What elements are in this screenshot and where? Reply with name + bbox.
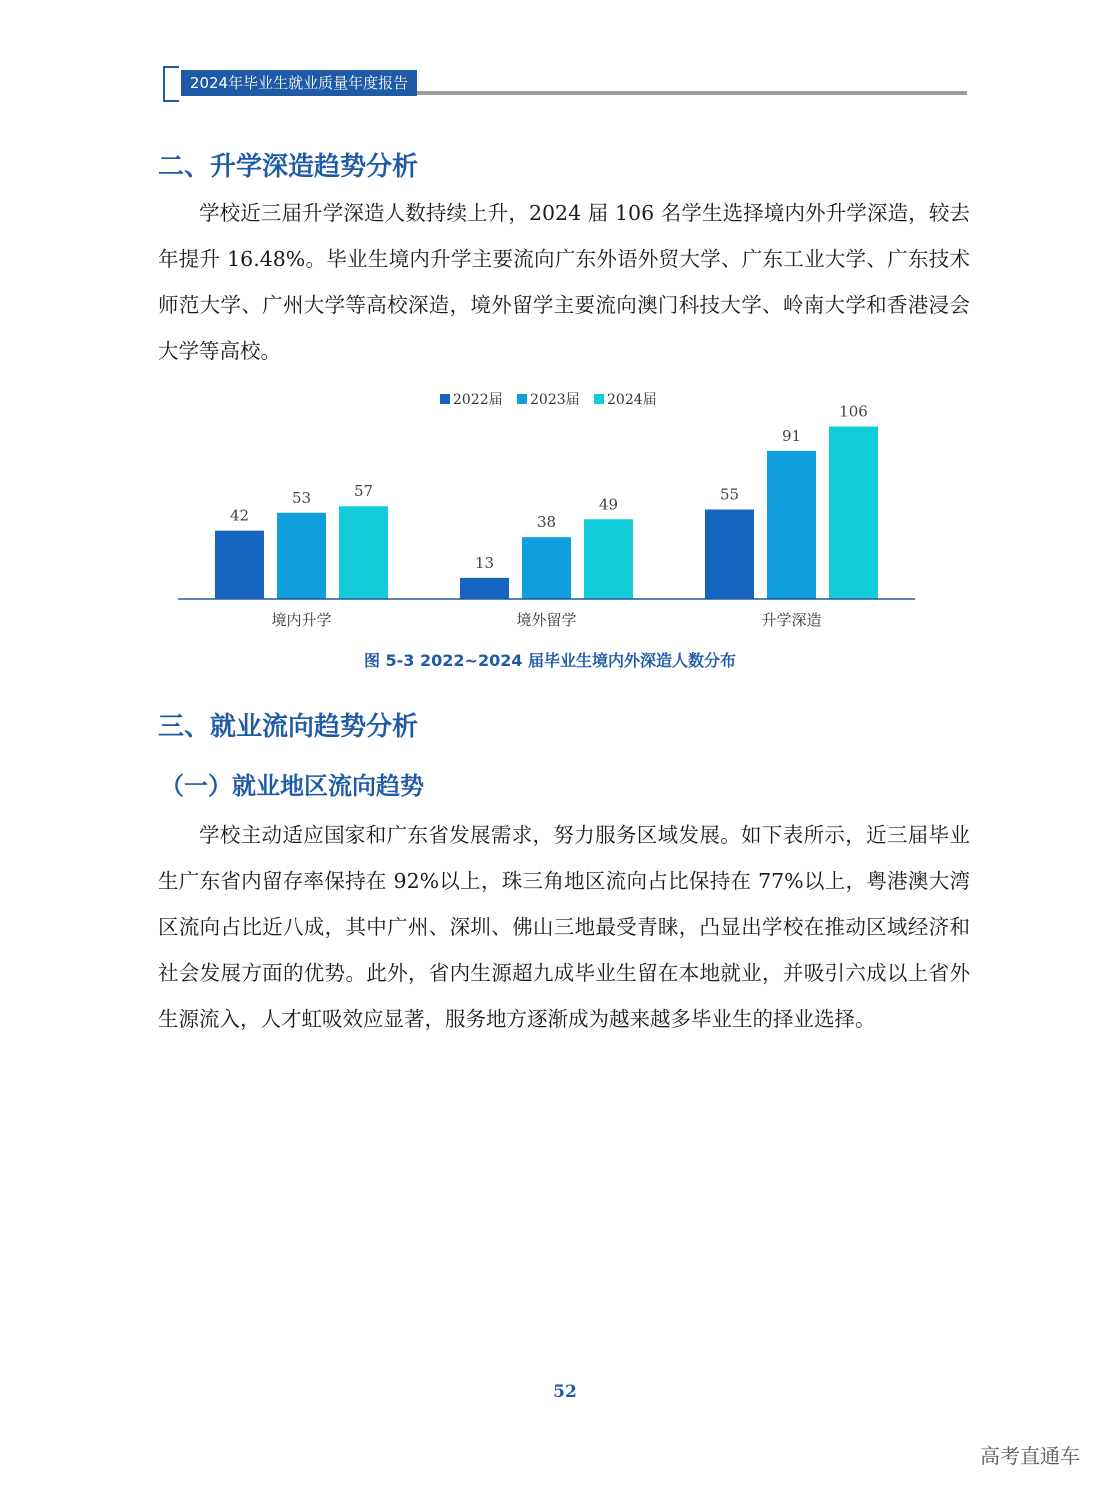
figure-caption: 图 5-3 2022~2024 届毕业生境内外深造人数分布 — [363, 651, 737, 670]
data-label-1-1: 38 — [536, 513, 557, 532]
bar-1-0 — [460, 578, 509, 599]
chart-legend — [440, 392, 657, 408]
legend-swatch-1 — [517, 394, 527, 404]
data-label-0-1: 53 — [291, 488, 312, 507]
legend-swatch-0 — [440, 394, 450, 404]
legend-swatch-2 — [594, 394, 604, 404]
x-tick-2: 升学深造 — [761, 611, 822, 629]
bar-2-2 — [829, 427, 878, 599]
report-title-tag: 2024年毕业生就业质量年度报告 — [181, 70, 417, 96]
bar-0-0 — [215, 531, 264, 599]
x-tick-0: 境内升学 — [271, 611, 332, 629]
data-label-2-0: 55 — [719, 485, 740, 504]
header-bracket — [163, 66, 179, 102]
watermark-text: 高考直通车 — [980, 1444, 1080, 1468]
legend-label-0: 2022届 — [453, 392, 503, 408]
bar-0-2 — [339, 506, 388, 599]
bar-1-2 — [584, 519, 633, 599]
section-heading-further-study: 二、升学深造趋势分析 — [158, 152, 419, 182]
x-tick-1: 境外留学 — [516, 611, 577, 629]
legend-label-2: 2024届 — [607, 392, 657, 408]
section-heading-employment-flow: 三、就业流向趋势分析 — [158, 712, 419, 742]
x-axis-tick-labels — [271, 611, 821, 629]
page-number: 52 — [553, 1382, 577, 1402]
legend-label-1: 2023届 — [530, 392, 580, 408]
further-study-bar-chart — [160, 380, 940, 640]
further-study-paragraph: 学校近三届升学深造人数持续上升，2024 届 106 名学生选择境内外升学深造，较去年提升 16.48%。毕业生境内升学主要流向广东外语外贸大学、广东工业大学、广东技术师范大学、广州大学等高校深造，境外留学主要流向澳门科技大学、岭南大学和香港浸会大学等高校。 — [158, 201, 970, 363]
bar-1-1 — [522, 537, 571, 599]
bar-0-1 — [277, 513, 326, 599]
data-label-0-0: 42 — [229, 506, 250, 525]
bar-2-0 — [705, 510, 754, 600]
subsection-heading-region-flow: （一）就业地区流向趋势 — [160, 772, 424, 800]
data-label-2-2: 106 — [839, 402, 868, 421]
data-label-1-0: 13 — [474, 553, 495, 572]
data-label-2-1: 91 — [781, 426, 802, 445]
header-rule — [417, 91, 967, 95]
data-label-0-2: 57 — [353, 482, 374, 501]
bar-2-1 — [767, 451, 816, 599]
region-flow-paragraph: 学校主动适应国家和广东省发展需求，努力服务区域发展。如下表所示，近三届毕业生广东省内留存率保持在 92%以上，珠三角地区流向占比保持在 77%以上，粤港澳大湾区流向占比近八成，其中广州、深圳、佛山三地最受青睐，凸显出学校在推动区域经济和社会发展方面的优势。此外，省内生源超九成毕业生留在本地就业，并吸引六成以上省外生源流入，人才虹吸效应显著，服务地方逐渐成为越来越多毕业生的择业选择。 — [158, 823, 970, 1031]
data-label-1-2: 49 — [598, 495, 619, 514]
